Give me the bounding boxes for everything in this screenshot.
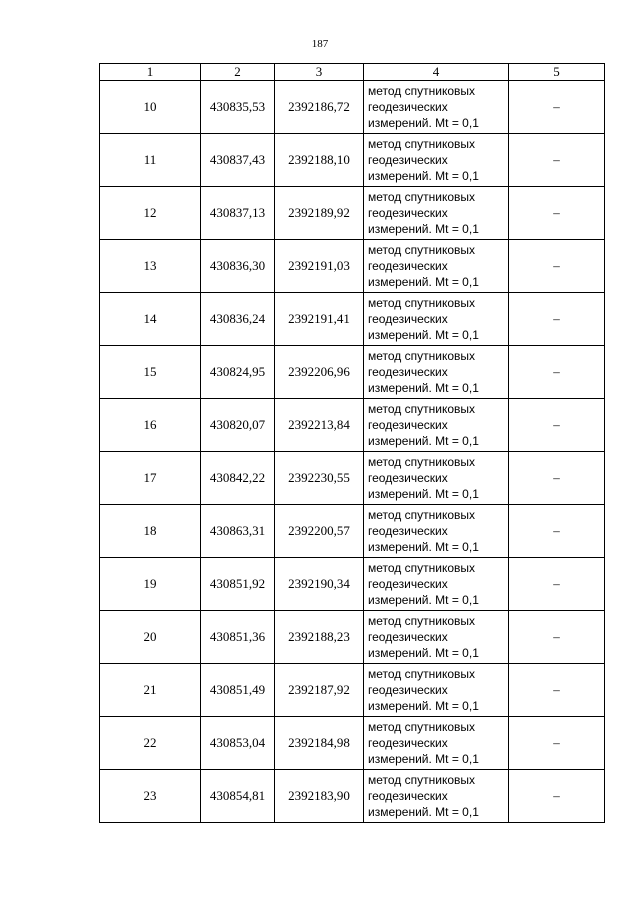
point-number: 21 xyxy=(100,664,201,717)
method-line-2: геодезических xyxy=(368,577,448,591)
method-line-1: метод спутниковых xyxy=(368,667,476,681)
point-number: 12 xyxy=(100,187,201,240)
method-line-3: измерений. Mt = 0,1 xyxy=(368,381,479,395)
method-line-3: измерений. Mt = 0,1 xyxy=(368,752,479,766)
description-cell: – xyxy=(509,187,605,240)
method-line-2: геодезических xyxy=(368,471,448,485)
method-line-1: метод спутниковых xyxy=(368,84,476,98)
point-number: 11 xyxy=(100,134,201,187)
table-row xyxy=(100,134,605,187)
method-line-1: метод спутниковых xyxy=(368,402,476,416)
method-line-2: геодезических xyxy=(368,100,448,114)
method-line-1: метод спутниковых xyxy=(368,508,476,522)
method-cell xyxy=(364,717,509,770)
coord-y: 2392213,84 xyxy=(275,399,364,452)
method-line-1: метод спутниковых xyxy=(368,773,476,787)
coord-y: 2392206,96 xyxy=(275,346,364,399)
table-row xyxy=(100,346,605,399)
description-cell: – xyxy=(509,293,605,346)
coord-x: 430851,36 xyxy=(201,611,275,664)
point-number: 23 xyxy=(100,770,201,823)
method-cell xyxy=(364,346,509,399)
method-line-1: метод спутниковых xyxy=(368,349,476,363)
point-number: 15 xyxy=(100,346,201,399)
coord-x: 430820,07 xyxy=(201,399,275,452)
table-row xyxy=(100,293,605,346)
method-cell xyxy=(364,81,509,134)
coord-x: 430837,13 xyxy=(201,187,275,240)
method-line-1: метод спутниковых xyxy=(368,190,476,204)
method-line-3: измерений. Mt = 0,1 xyxy=(368,593,479,607)
method-line-3: измерений. Mt = 0,1 xyxy=(368,116,479,130)
coordinates-table xyxy=(99,63,605,823)
method-line-3: измерений. Mt = 0,1 xyxy=(368,487,479,501)
method-line-2: геодезических xyxy=(368,153,448,167)
table-row xyxy=(100,399,605,452)
description-cell: – xyxy=(509,770,605,823)
page-number: 187 xyxy=(311,38,329,50)
table-row xyxy=(100,770,605,823)
coord-y: 2392189,92 xyxy=(275,187,364,240)
method-line-1: метод спутниковых xyxy=(368,561,476,575)
coord-x: 430851,92 xyxy=(201,558,275,611)
method-line-2: геодезических xyxy=(368,418,448,432)
description-cell: – xyxy=(509,81,605,134)
method-line-1: метод спутниковых xyxy=(368,455,476,469)
method-line-2: геодезических xyxy=(368,736,448,750)
description-cell: – xyxy=(509,664,605,717)
description-cell: – xyxy=(509,611,605,664)
method-line-3: измерений. Mt = 0,1 xyxy=(368,275,479,289)
method-line-1: метод спутниковых xyxy=(368,614,476,628)
coord-x: 430851,49 xyxy=(201,664,275,717)
coord-x: 430824,95 xyxy=(201,346,275,399)
coord-y: 2392188,23 xyxy=(275,611,364,664)
header-col-1: 1 xyxy=(100,64,201,81)
coord-x: 430836,30 xyxy=(201,240,275,293)
coord-x: 430853,04 xyxy=(201,717,275,770)
method-cell xyxy=(364,558,509,611)
coord-x: 430836,24 xyxy=(201,293,275,346)
description-cell: – xyxy=(509,717,605,770)
point-number: 17 xyxy=(100,452,201,505)
method-line-3: измерений. Mt = 0,1 xyxy=(368,540,479,554)
method-line-2: геодезических xyxy=(368,365,448,379)
method-line-2: геодезических xyxy=(368,683,448,697)
method-cell xyxy=(364,240,509,293)
point-number: 14 xyxy=(100,293,201,346)
method-cell xyxy=(364,611,509,664)
description-cell: – xyxy=(509,558,605,611)
header-col-2: 2 xyxy=(201,64,275,81)
method-line-3: измерений. Mt = 0,1 xyxy=(368,328,479,342)
method-line-2: геодезических xyxy=(368,630,448,644)
method-cell xyxy=(364,293,509,346)
method-cell xyxy=(364,399,509,452)
coord-y: 2392200,57 xyxy=(275,505,364,558)
coord-y: 2392184,98 xyxy=(275,717,364,770)
method-line-3: измерений. Mt = 0,1 xyxy=(368,646,479,660)
method-line-2: геодезических xyxy=(368,524,448,538)
table-row xyxy=(100,558,605,611)
point-number: 18 xyxy=(100,505,201,558)
header-row xyxy=(100,64,605,81)
coord-y: 2392191,41 xyxy=(275,293,364,346)
header-col-5: 5 xyxy=(509,64,605,81)
method-cell xyxy=(364,134,509,187)
table-row xyxy=(100,717,605,770)
table-header xyxy=(100,64,605,81)
point-number: 13 xyxy=(100,240,201,293)
coord-y: 2392190,34 xyxy=(275,558,364,611)
coord-y: 2392187,92 xyxy=(275,664,364,717)
coord-x: 430837,43 xyxy=(201,134,275,187)
point-number: 10 xyxy=(100,81,201,134)
method-line-3: измерений. Mt = 0,1 xyxy=(368,169,479,183)
point-number: 19 xyxy=(100,558,201,611)
method-line-1: метод спутниковых xyxy=(368,243,476,257)
method-cell xyxy=(364,505,509,558)
description-cell: – xyxy=(509,399,605,452)
method-line-2: геодезических xyxy=(368,206,448,220)
coord-y: 2392191,03 xyxy=(275,240,364,293)
method-line-2: геодезических xyxy=(368,789,448,803)
method-line-3: измерений. Mt = 0,1 xyxy=(368,699,479,713)
method-line-1: метод спутниковых xyxy=(368,137,476,151)
method-cell xyxy=(364,187,509,240)
point-number: 22 xyxy=(100,717,201,770)
method-line-2: геодезических xyxy=(368,259,448,273)
description-cell: – xyxy=(509,452,605,505)
table-row xyxy=(100,81,605,134)
coord-x: 430854,81 xyxy=(201,770,275,823)
method-line-1: метод спутниковых xyxy=(368,296,476,310)
description-cell: – xyxy=(509,240,605,293)
table-row xyxy=(100,664,605,717)
method-cell xyxy=(364,664,509,717)
coord-y: 2392188,10 xyxy=(275,134,364,187)
method-cell xyxy=(364,452,509,505)
method-line-2: геодезических xyxy=(368,312,448,326)
table-row xyxy=(100,187,605,240)
method-line-3: измерений. Mt = 0,1 xyxy=(368,434,479,448)
point-number: 20 xyxy=(100,611,201,664)
table-row xyxy=(100,452,605,505)
header-col-3: 3 xyxy=(275,64,364,81)
method-line-3: измерений. Mt = 0,1 xyxy=(368,805,479,819)
method-line-3: измерений. Mt = 0,1 xyxy=(368,222,479,236)
header-col-4: 4 xyxy=(364,64,509,81)
table-body xyxy=(100,81,605,823)
coord-y: 2392230,55 xyxy=(275,452,364,505)
method-cell xyxy=(364,770,509,823)
coord-x: 430835,53 xyxy=(201,81,275,134)
point-number: 16 xyxy=(100,399,201,452)
table-row xyxy=(100,240,605,293)
description-cell: – xyxy=(509,505,605,558)
table-row xyxy=(100,611,605,664)
coord-x: 430842,22 xyxy=(201,452,275,505)
description-cell: – xyxy=(509,346,605,399)
coord-x: 430863,31 xyxy=(201,505,275,558)
coord-y: 2392183,90 xyxy=(275,770,364,823)
description-cell: – xyxy=(509,134,605,187)
table-row xyxy=(100,505,605,558)
coord-y: 2392186,72 xyxy=(275,81,364,134)
method-line-1: метод спутниковых xyxy=(368,720,476,734)
